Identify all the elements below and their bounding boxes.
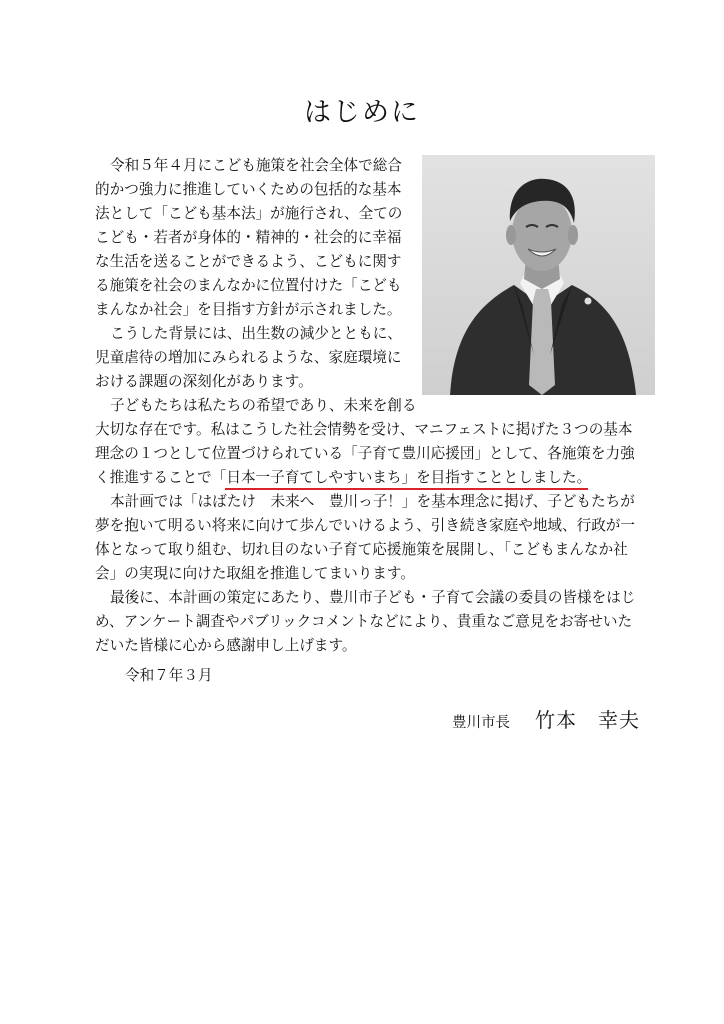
signature-title: 豊川市長	[452, 715, 510, 731]
body-line: 理念の１つとして位置づけられている「子育て豊川応援団」として、各施策を力強	[95, 445, 635, 462]
body-line: おける課題の深刻化があります。	[95, 373, 313, 390]
body-line: 会」の実現に向けた取組を推進してまいります。	[95, 565, 415, 582]
body-line: だいた皆様に心から感謝申し上げます。	[95, 637, 357, 654]
body-line: く推進することで「日本一子育てしやすいまち」を目指すこととしました。	[95, 469, 592, 486]
body-line: こども・若者が身体的・精神的・社会的に幸福	[95, 229, 402, 246]
body-line: 体となって取り組む、切れ目のない子育て応援施策を展開し、「こどもまんなか社	[95, 541, 628, 558]
body-line: 的かつ強力に推進していくための包括的な基本	[95, 181, 402, 198]
body-line: 令和５年４月にこども施策を社会全体で総合	[110, 157, 402, 174]
page-title: はじめに	[304, 97, 420, 128]
date-line: 令和７年３月	[125, 667, 213, 684]
highlight-underline	[225, 488, 588, 490]
body-line: 本計画では「はばたけ 未来へ 豊川っ子！」を基本理念に掲げ、子どもたちが	[110, 493, 635, 510]
mayor-portrait-photo	[422, 155, 655, 395]
body-line: まんなか社会」を目指す方針が示されました。	[95, 301, 402, 318]
body-line: め、アンケート調査やパブリックコメントなどにより、貴重なご意見をお寄せいた	[95, 613, 633, 630]
portrait-illustration	[422, 155, 655, 395]
body-line: な生活を送ることができるよう、こどもに関す	[95, 253, 402, 270]
body-line: 法として「こども基本法」が施行され、全ての	[95, 205, 403, 222]
body-line: 大切な存在です。私はこうした社会情勢を受け、マニフェストに掲げた３つの基本	[95, 421, 633, 438]
body-line: 子どもたちは私たちの希望であり、未来を創る	[110, 397, 417, 414]
body-line: 夢を抱いて明るい将来に向けて歩んでいけるよう、引き続き家庭や地域、行政が一	[95, 517, 635, 534]
body-line: 児童虐待の増加にみられるような、家庭環境に	[95, 349, 402, 366]
body-line: る施策を社会のまんなかに位置付けた「こども	[95, 277, 402, 294]
body-line: こうした背景には、出生数の減少とともに、	[110, 325, 402, 342]
signature-name: 竹本 幸夫	[535, 708, 640, 732]
body-line: 最後に、本計画の策定にあたり、豊川市子ども・子育て会議の委員の皆様をはじ	[110, 589, 636, 606]
